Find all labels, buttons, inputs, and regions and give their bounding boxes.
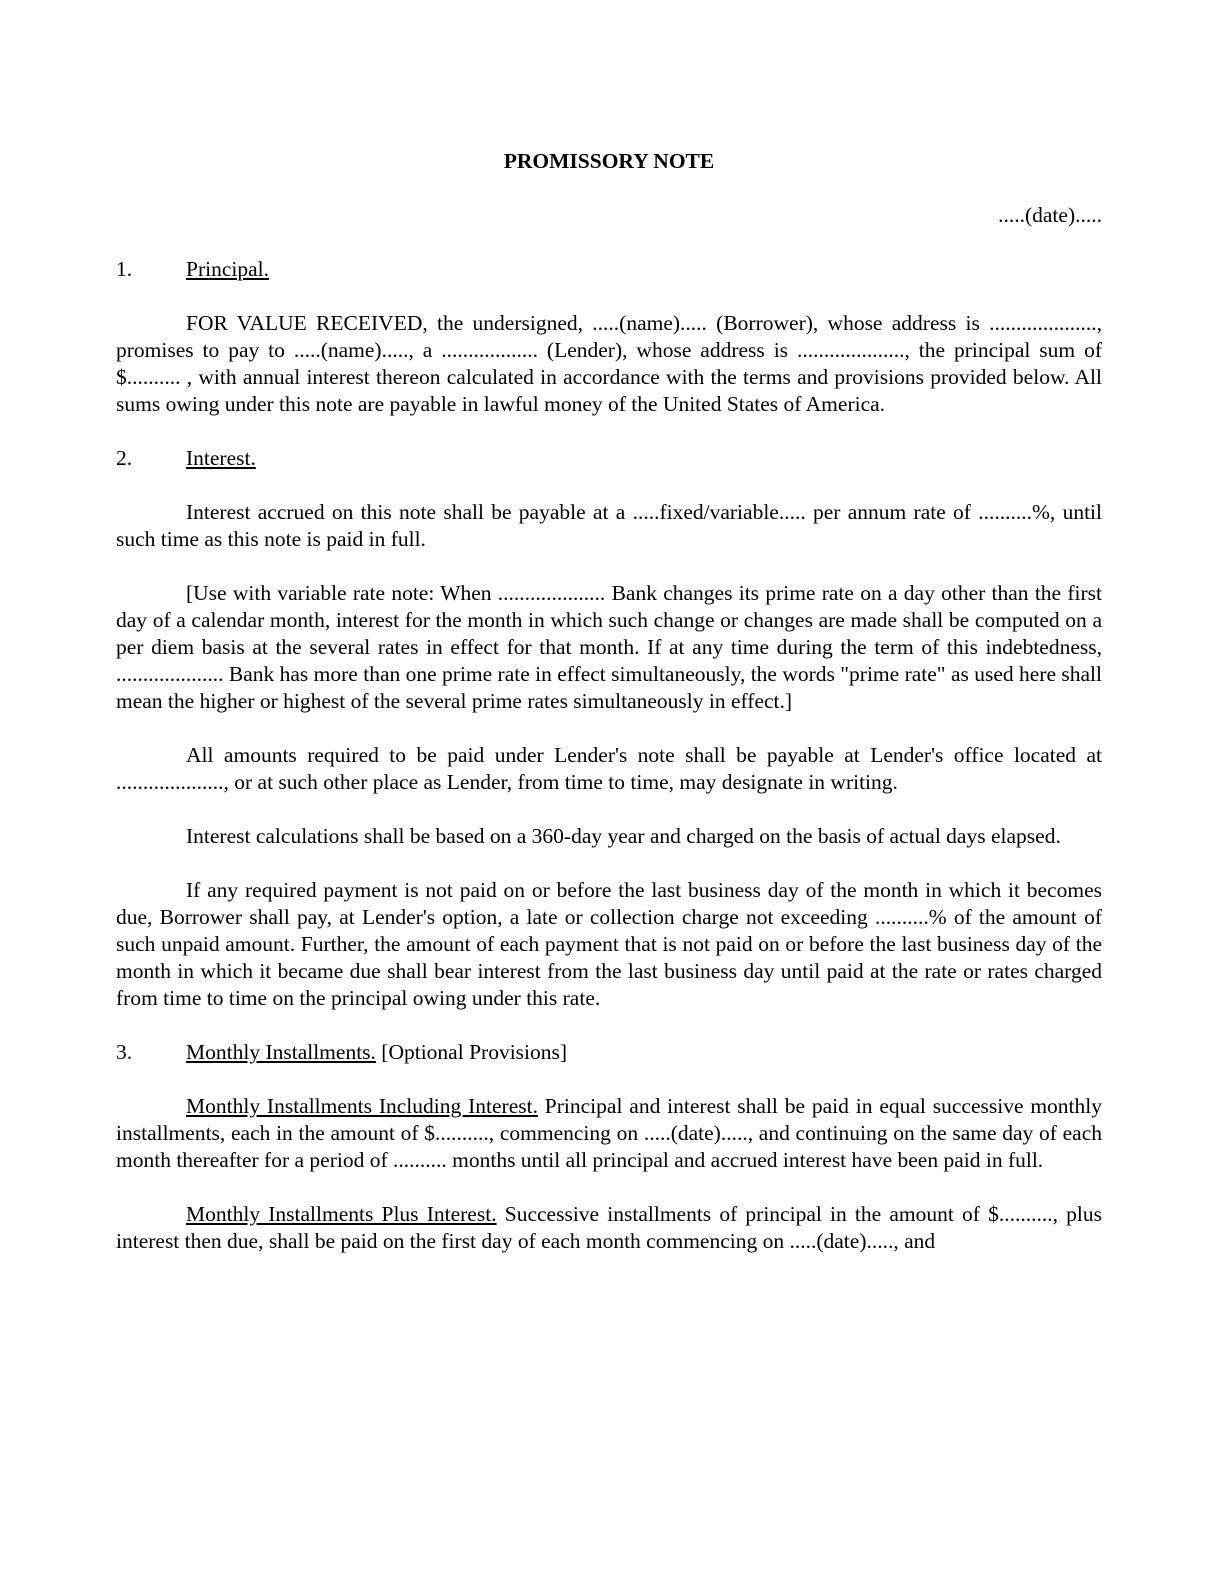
text-plus-interest: Successive installments of principal in the amount of $.........., plus interest then due, shall be paid on the first day of each month commencing on .....(date)....., and — [116, 1202, 1102, 1253]
section-number: 2. — [116, 446, 133, 470]
paragraph-interest-rate: Interest accrued on this note shall be payable at a .....fixed/variable..... per annum rate of ..........%, until such time as this note is paid in full. — [116, 500, 1102, 551]
paragraph-installments-plus-interest — [116, 1201, 1102, 1255]
section-title-suffix: [Optional Provisions] — [375, 1040, 568, 1064]
paragraph-late-charge: If any required payment is not paid on or before the last business day of the month in which it becomes due, Borrower shall pay, at Lender's option, a late or collection charge not exceeding ..........% of the amount of such unpaid amount. Further, the amount of each payment that is not paid on or before the last business day of the month in which it became due shall bear interest from the last business day until paid at the rate or rates charged from time to time on the principal owing under this rate. — [116, 878, 1102, 1010]
section-heading-installments — [116, 1039, 1102, 1066]
document-title: PROMISSORY NOTE — [503, 149, 715, 173]
section-title: Principal. — [186, 257, 269, 281]
section-title: Interest. — [186, 446, 256, 470]
section-heading-principal — [116, 256, 1102, 283]
paragraph-variable-rate: [Use with variable rate note: When .................... Bank changes its prime rate on a day other than the first day of a calendar month, interest for the month in which such change or changes are made shall be computed on a per diem basis at the several rates in effect for that month. If at any time during the term of this indebtedness, .................... Bank has more than one prime rate in effect simultaneously, the words "prime rate" as used here shall mean the higher or highest of the several prime rates simultaneously in effect.] — [116, 581, 1102, 713]
paragraph-payment-location: All amounts required to be paid under Lender's note shall be payable at Lender's office located at ...................., or at such other place as Lender, from time to time, may designate in writing. — [116, 743, 1102, 794]
subheading-plus-interest: Monthly Installments Plus Interest. — [186, 1202, 497, 1226]
section-number: 1. — [116, 257, 133, 281]
paragraph-installments-including-interest — [116, 1093, 1102, 1174]
subheading-including-interest: Monthly Installments Including Interest. — [186, 1094, 538, 1118]
section-title: Monthly Installments. — [186, 1040, 376, 1064]
section-number: 3. — [116, 1040, 133, 1064]
text-including-interest: Principal and interest shall be paid in equal successive monthly installments, each in the amount of $.........., commencing on .....(date)....., and continuing on the same day of each month thereafter for a period of .......... months until all principal and accrued interest have been paid in full. — [116, 1094, 1102, 1172]
section-heading-interest — [116, 445, 1102, 472]
document-page — [116, 148, 1102, 1255]
paragraph-interest-calculation: Interest calculations shall be based on a 360-day year and charged on the basis of actual days elapsed. — [186, 824, 1061, 848]
document-date: .....(date)..... — [998, 203, 1102, 227]
paragraph-principal: FOR VALUE RECEIVED, the undersigned, .....(name)..... (Borrower), whose address is ...................., promises to pay to .....(name)....., a .................. (Lender), whose address is ...................., the principal sum of $.......... , with annual interest thereon calculated in accordance with the terms and provisions provided below. All sums owing under this note are payable in lawful money of the United States of America. — [116, 311, 1102, 416]
section-title-wrap — [186, 1039, 567, 1066]
